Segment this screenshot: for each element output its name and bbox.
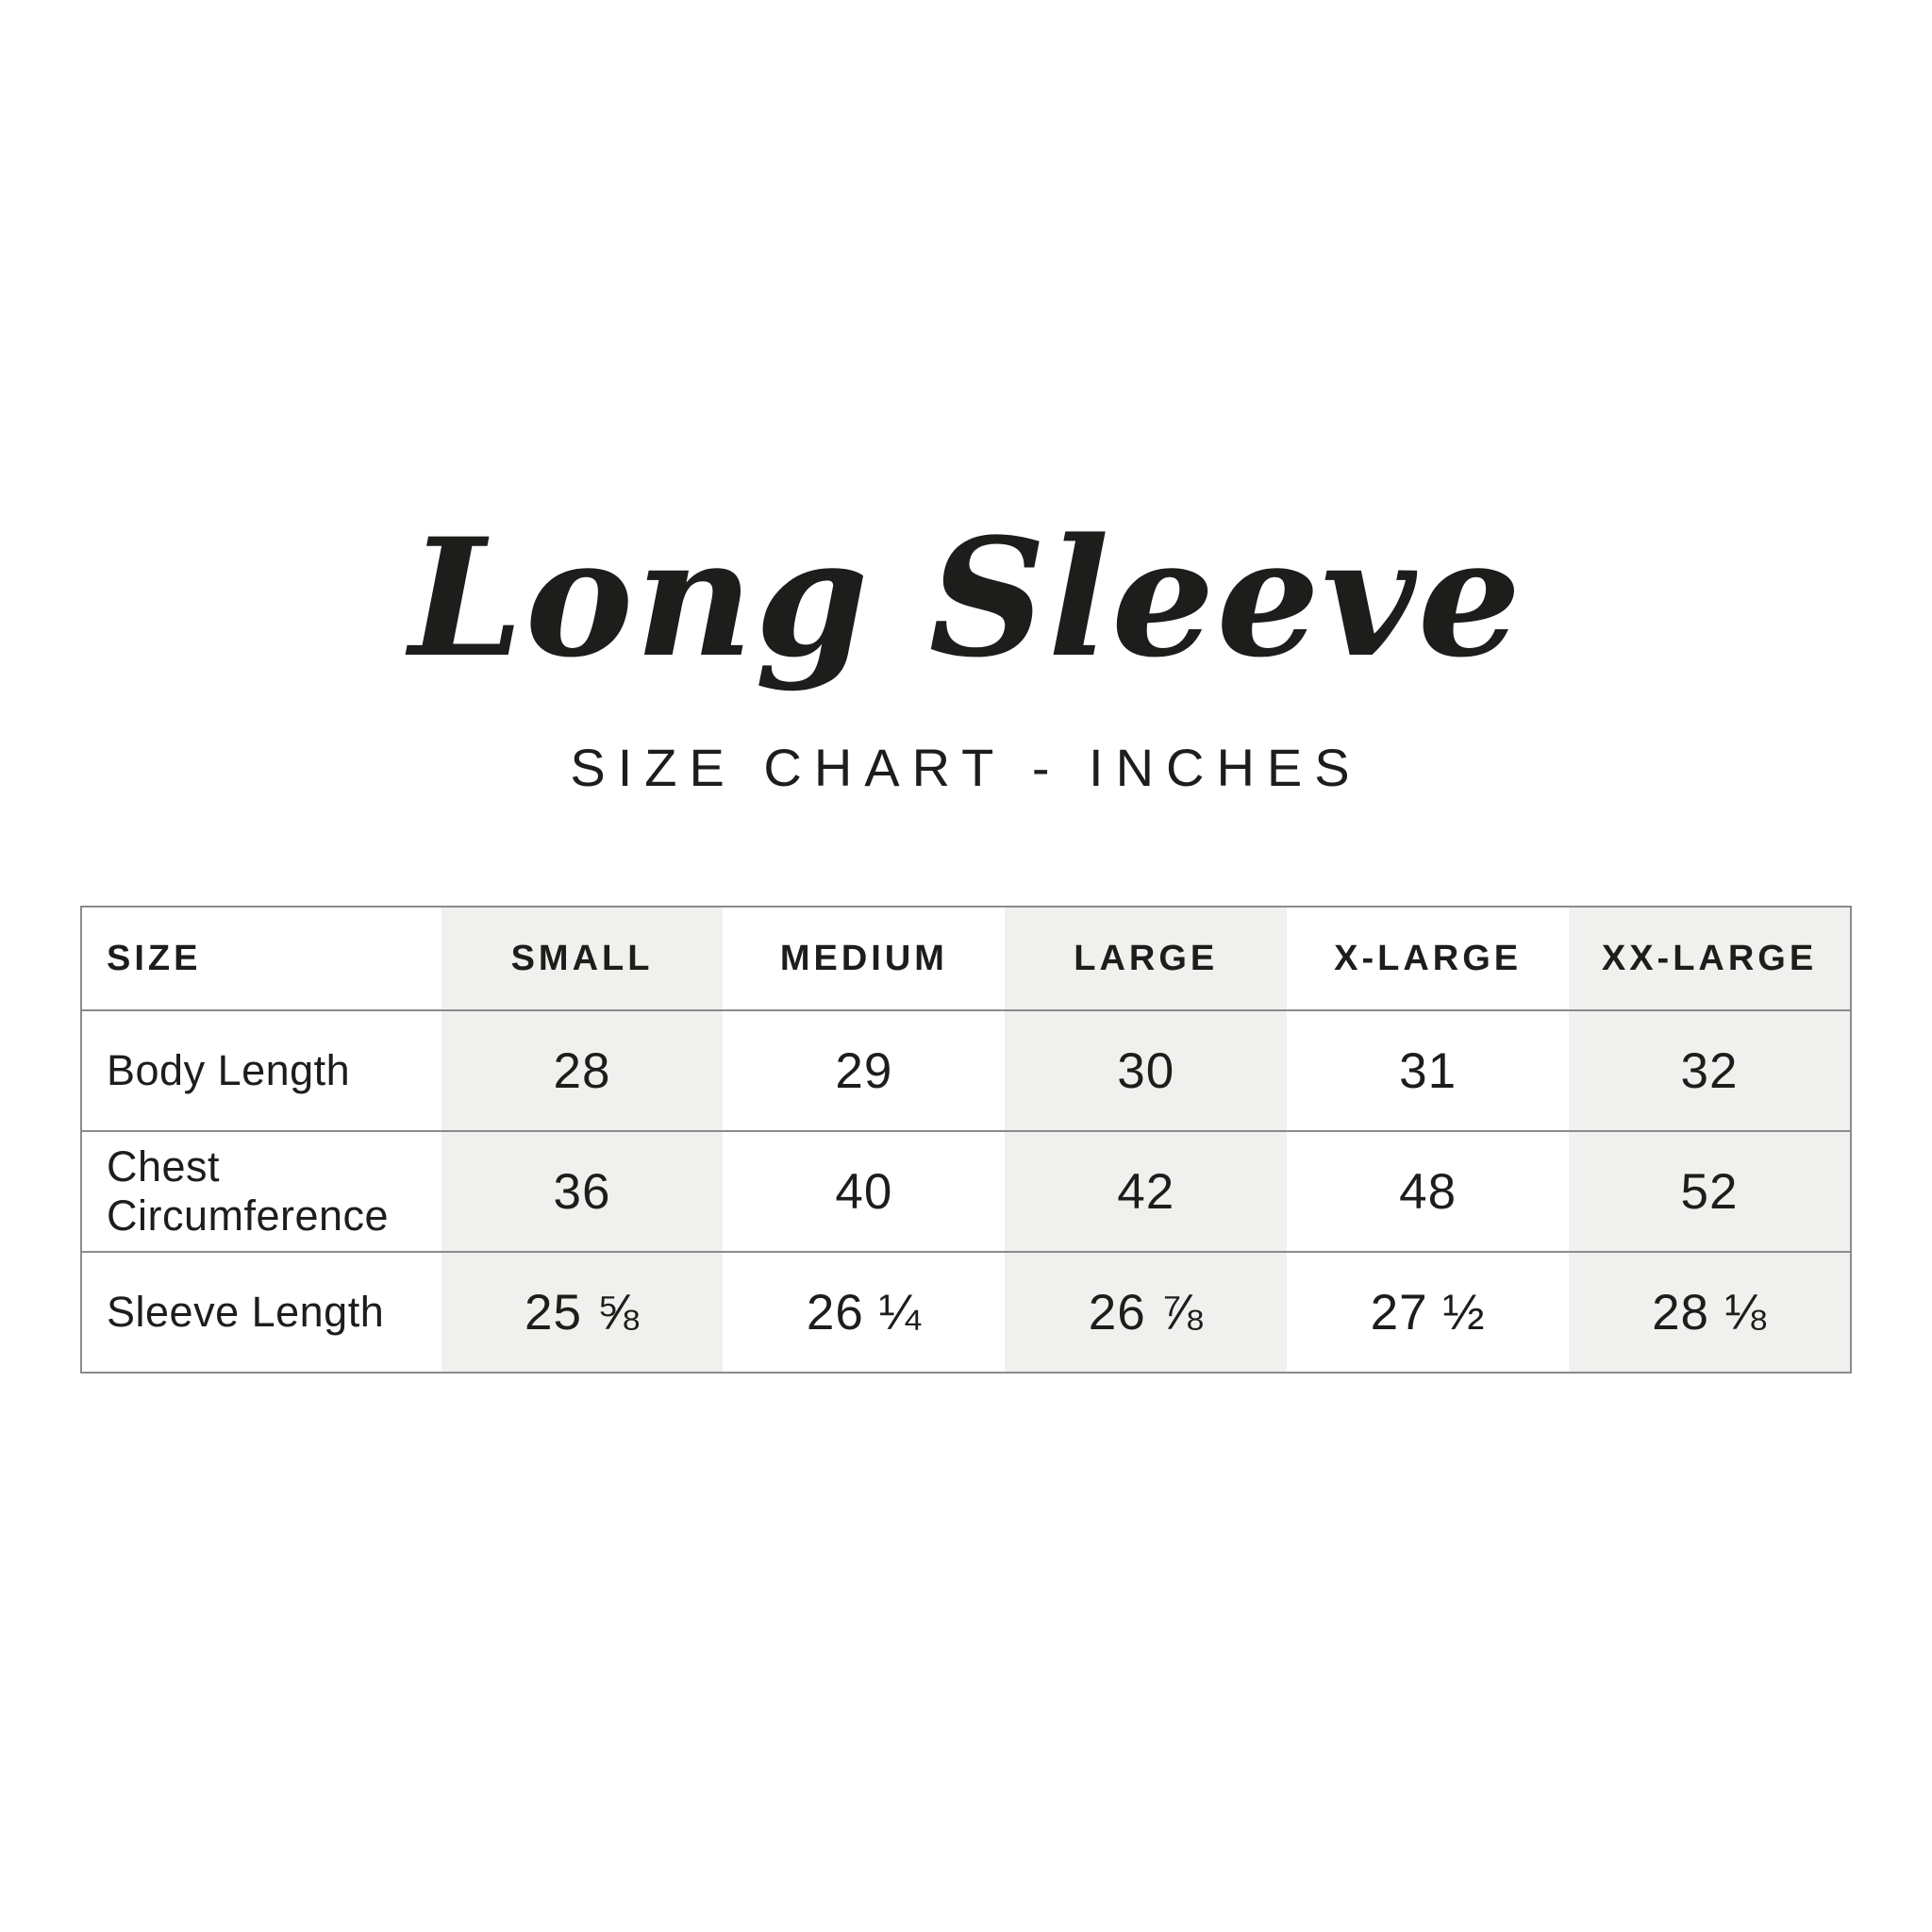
size-chart-table — [80, 906, 1852, 1374]
table-body — [81, 1010, 1851, 1373]
cell-value: 26 ¼ — [723, 1252, 1005, 1373]
header-row — [81, 907, 1851, 1010]
cell-value: 25 ⅝ — [441, 1252, 724, 1373]
cell-value: 29 — [723, 1010, 1005, 1131]
cell-value: 32 — [1569, 1010, 1851, 1131]
cell-value: 48 — [1287, 1131, 1569, 1252]
cell-value: 28 — [441, 1010, 724, 1131]
page-title: Long Sleeve — [408, 502, 1524, 693]
column-header-xx-large: XX-LARGE — [1569, 907, 1851, 1010]
cell-value: 52 — [1569, 1131, 1851, 1252]
cell-value: 26 ⅞ — [1005, 1252, 1287, 1373]
table-row — [81, 1131, 1851, 1252]
page-subtitle: SIZE CHART - INCHES — [570, 738, 1362, 797]
cell-value: 30 — [1005, 1010, 1287, 1131]
table-row — [81, 1252, 1851, 1373]
column-header-x-large: X-LARGE — [1287, 907, 1569, 1010]
cell-value: 31 — [1287, 1010, 1569, 1131]
column-header-medium: MEDIUM — [723, 907, 1005, 1010]
cell-value: 42 — [1005, 1131, 1287, 1252]
column-header-size: SIZE — [81, 907, 441, 1010]
cell-value: 40 — [723, 1131, 1005, 1252]
table-row — [81, 1010, 1851, 1131]
cell-value: 27 ½ — [1287, 1252, 1569, 1373]
row-label: Sleeve Length — [81, 1252, 441, 1373]
column-header-large: LARGE — [1005, 907, 1287, 1010]
cell-value: 28 ⅛ — [1569, 1252, 1851, 1373]
cell-value: 36 — [441, 1131, 724, 1252]
column-header-small: SMALL — [441, 907, 724, 1010]
row-label: Chest Circumference — [81, 1131, 441, 1252]
row-label: Body Length — [81, 1010, 441, 1131]
